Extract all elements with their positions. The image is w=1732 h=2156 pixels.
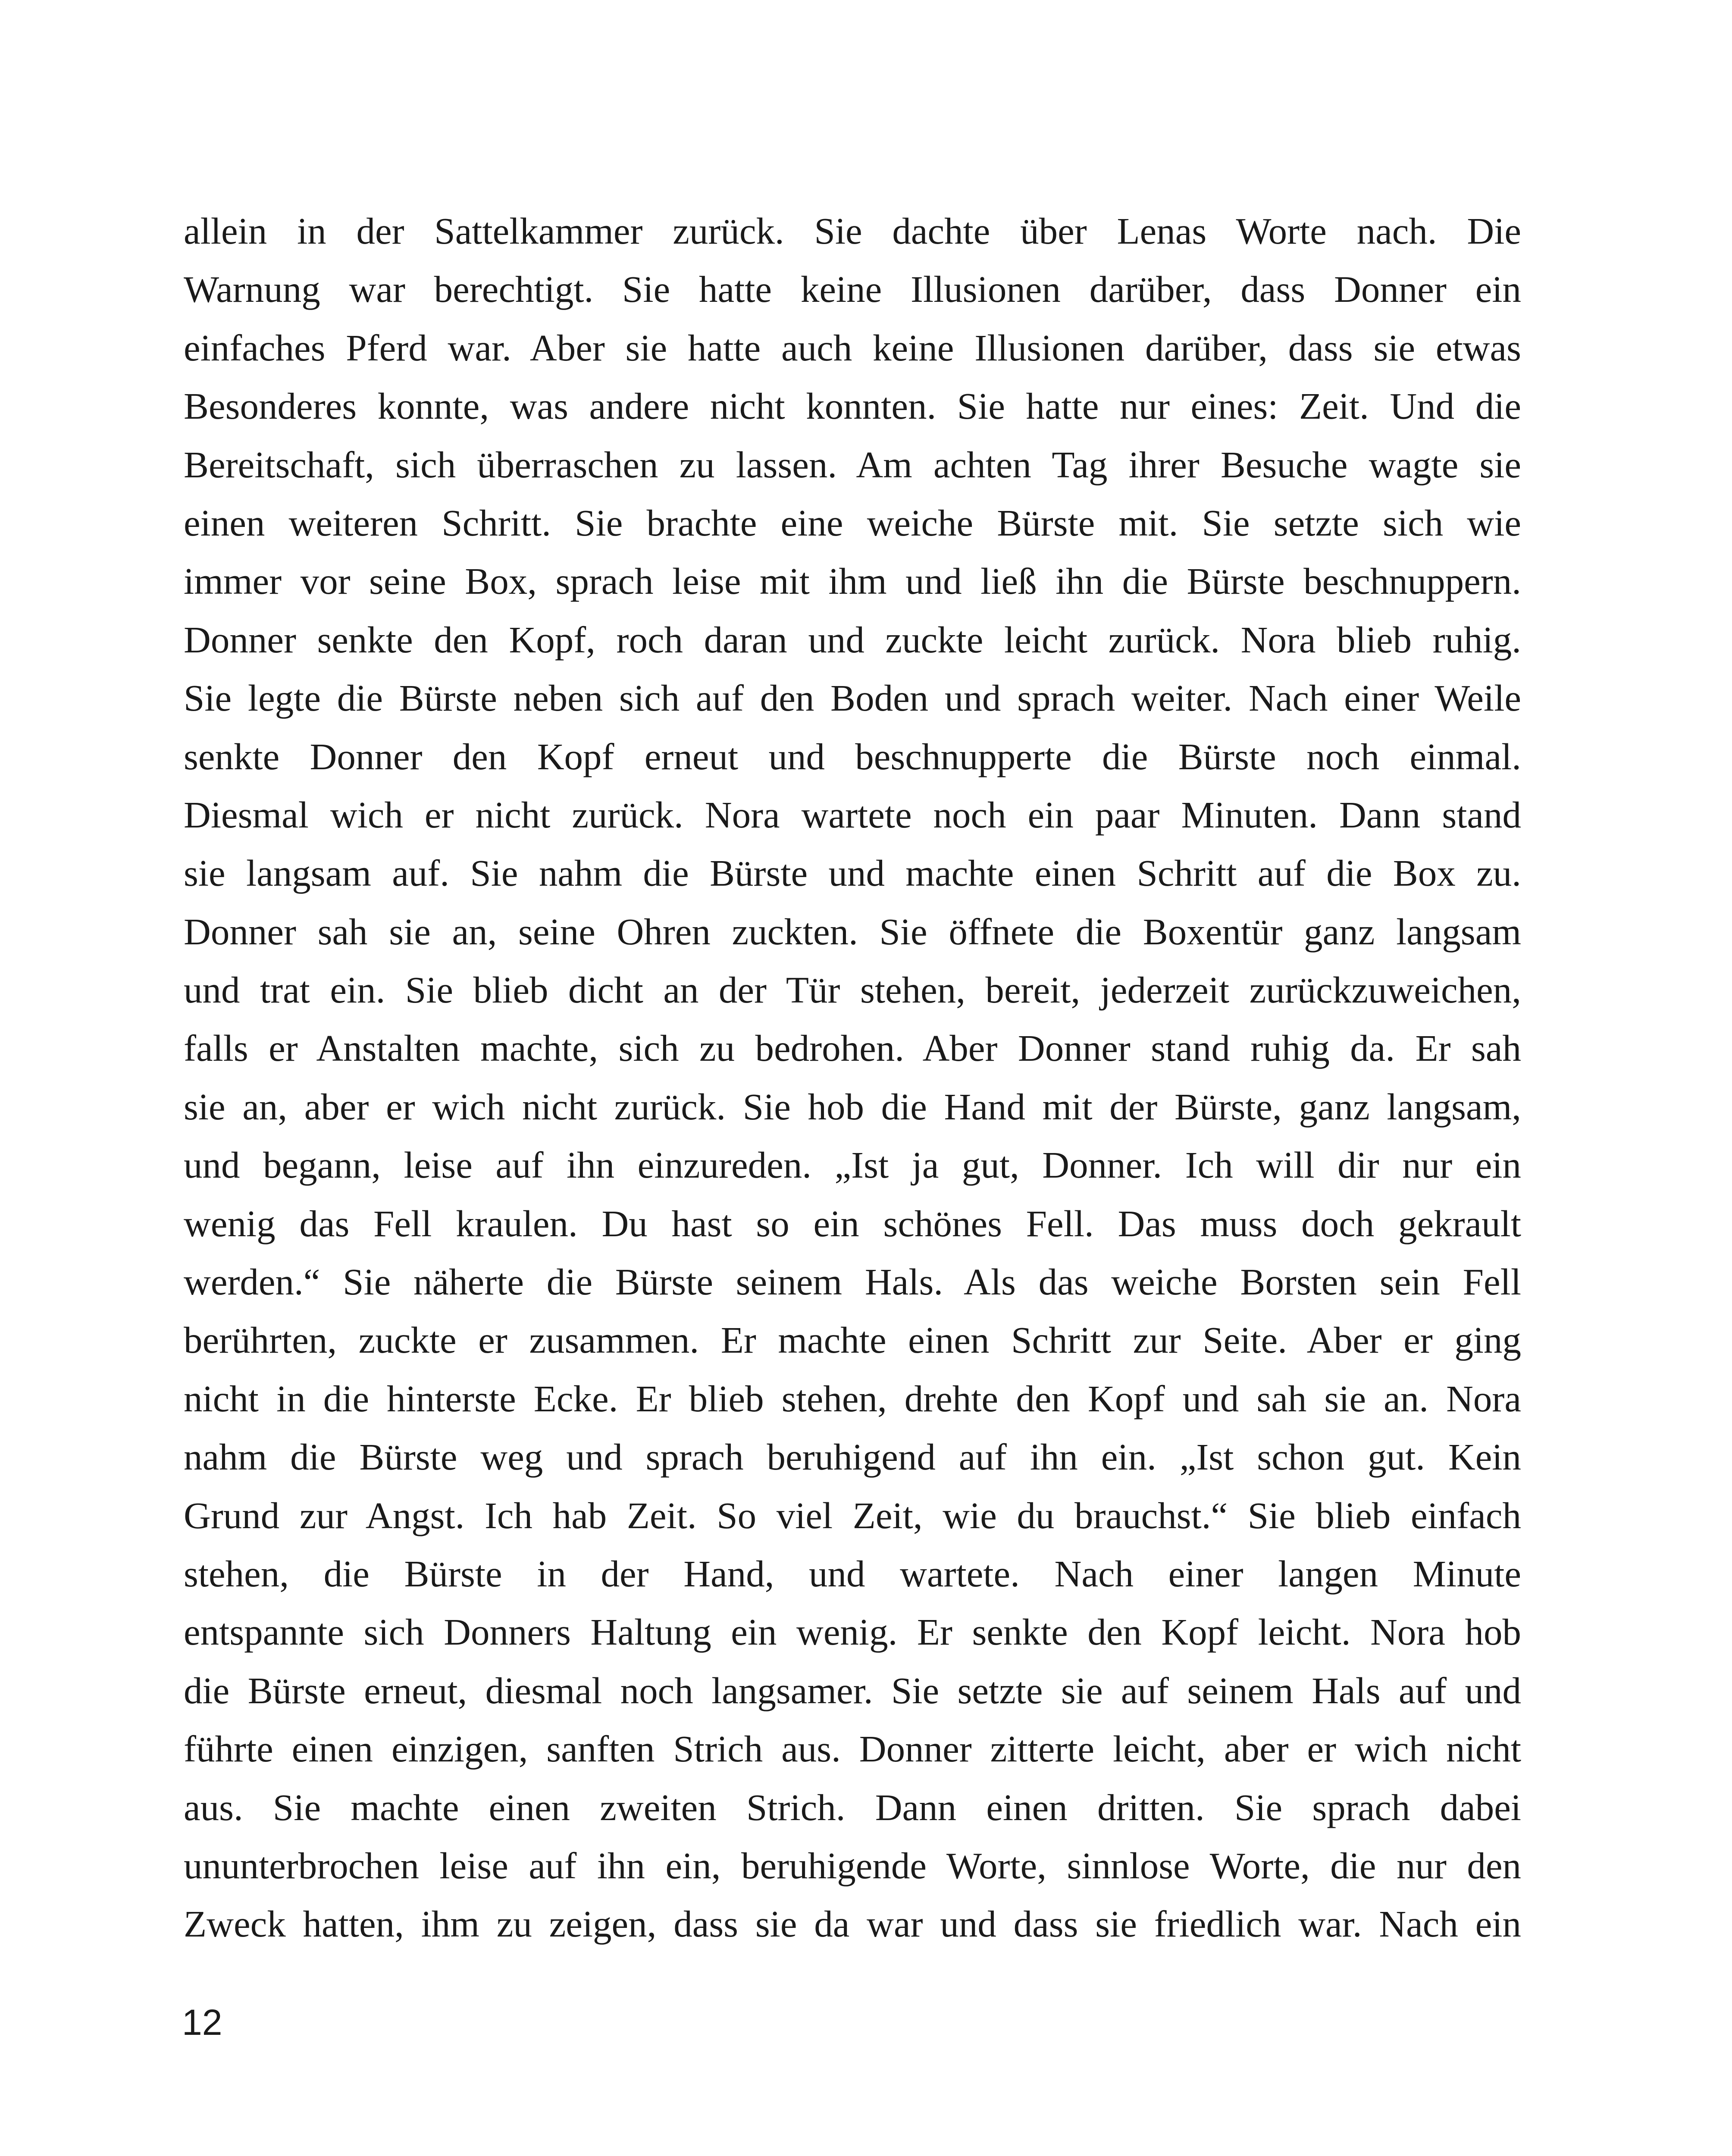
text-line: Bereitschaft, sich überraschen zu lassen. Am achten Tag ihrer Besuche wagte sie bbox=[184, 443, 1521, 486]
text-line: Sie legte die Bürste neben sich auf den Boden und sprach weiter. Nach einer Weile bbox=[184, 677, 1521, 719]
text-line: berührten, zuckte er zusammen. Er machte einen Schritt zur Seite. Aber er ging bbox=[184, 1319, 1521, 1361]
text-line: einen weiteren Schritt. Sie brachte eine weiche Bürste mit. Sie setzte sich wie bbox=[184, 501, 1521, 544]
text-line: immer vor seine Box, sprach leise mit ihm und ließ ihn die Bürste beschnuppern. bbox=[184, 560, 1521, 602]
text-line: aus. Sie machte einen zweiten Strich. Dann einen dritten. Sie sprach dabei bbox=[184, 1786, 1521, 1828]
text-line: sie an, aber er wich nicht zurück. Sie hob die Hand mit der Bürste, ganz langsam, bbox=[184, 1085, 1521, 1128]
text-line: und trat ein. Sie blieb dicht an der Tür stehen, bereit, jederzeit zurückzuweichen, bbox=[184, 969, 1521, 1011]
text-line: Zweck hatten, ihm zu zeigen, dass sie da war und dass sie friedlich war. Nach ein bbox=[184, 1903, 1521, 1945]
text-line: ununterbrochen leise auf ihn ein, beruhigende Worte, sinnlose Worte, die nur den bbox=[184, 1844, 1521, 1887]
text-line: wenig das Fell kraulen. Du hast so ein schönes Fell. Das muss doch gekrault bbox=[184, 1202, 1521, 1244]
text-line: Diesmal wich er nicht zurück. Nora wartete noch ein paar Minuten. Dann stand bbox=[184, 793, 1521, 836]
text-line: Donner senkte den Kopf, roch daran und zuckte leicht zurück. Nora blieb ruhig. bbox=[184, 618, 1521, 661]
text-line: stehen, die Bürste in der Hand, und wartete. Nach einer langen Minute bbox=[184, 1552, 1521, 1595]
text-line: Besonderes konnte, was andere nicht konnten. Sie hatte nur eines: Zeit. Und die bbox=[184, 385, 1521, 427]
text-line: falls er Anstalten machte, sich zu bedrohen. Aber Donner stand ruhig da. Er sah bbox=[184, 1027, 1521, 1069]
text-line: Grund zur Angst. Ich hab Zeit. So viel Zeit, wie du brauchst.“ Sie blieb einfach bbox=[184, 1494, 1521, 1536]
text-line: Warnung war berechtigt. Sie hatte keine Illusionen darüber, dass Donner ein bbox=[184, 268, 1521, 310]
text-line: nicht in die hinterste Ecke. Er blieb stehen, drehte den Kopf und sah sie an. Nora bbox=[184, 1377, 1521, 1420]
text-line: Donner sah sie an, seine Ohren zuckten. Sie öffnete die Boxentür ganz langsam bbox=[184, 910, 1521, 953]
page-number: 12 bbox=[182, 2002, 222, 2043]
text-line: allein in der Sattelkammer zurück. Sie dachte über Lenas Worte nach. Die bbox=[184, 210, 1521, 252]
text-line: entspannte sich Donners Haltung ein wenig. Er senkte den Kopf leicht. Nora hob bbox=[184, 1611, 1521, 1653]
text-line: und begann, leise auf ihn einzureden. „Ist ja gut, Donner. Ich will dir nur ein bbox=[184, 1144, 1521, 1186]
text-line: senkte Donner den Kopf erneut und beschnupperte die Bürste noch einmal. bbox=[184, 735, 1521, 777]
text-line: einfaches Pferd war. Aber sie hatte auch keine Illusionen darüber, dass sie etwas bbox=[184, 326, 1521, 369]
body-text bbox=[184, 202, 1521, 1953]
text-line: werden.“ Sie näherte die Bürste seinem Hals. Als das weiche Borsten sein Fell bbox=[184, 1261, 1521, 1303]
text-line: nahm die Bürste weg und sprach beruhigend auf ihn ein. „Ist schon gut. Kein bbox=[184, 1436, 1521, 1478]
text-line: führte einen einzigen, sanften Strich aus. Donner zitterte leicht, aber er wich nicht bbox=[184, 1728, 1521, 1770]
text-line: sie langsam auf. Sie nahm die Bürste und machte einen Schritt auf die Box zu. bbox=[184, 852, 1521, 894]
text-line: die Bürste erneut, diesmal noch langsamer. Sie setzte sie auf seinem Hals auf und bbox=[184, 1669, 1521, 1711]
